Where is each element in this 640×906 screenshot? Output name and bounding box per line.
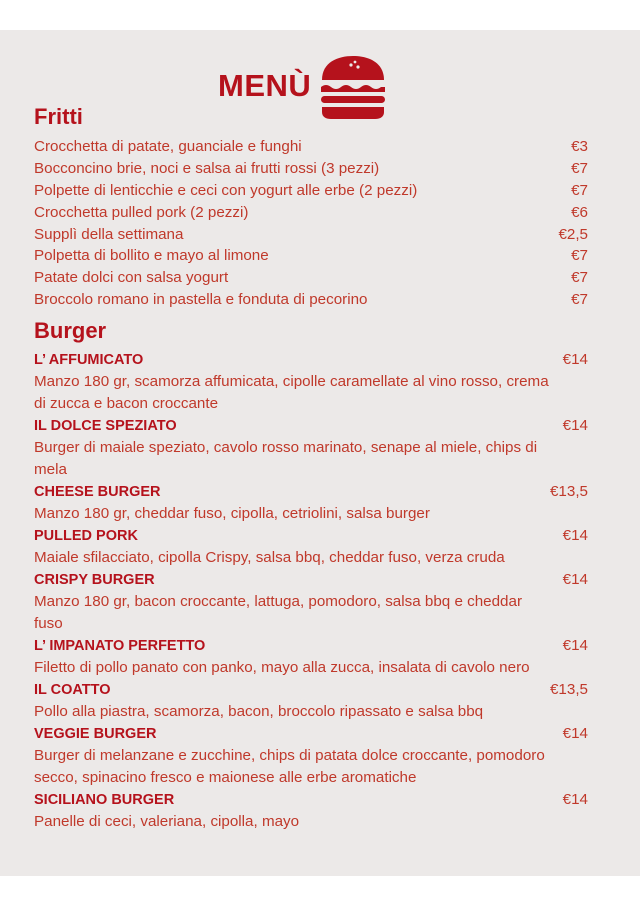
section-title-fritti: Fritti [34, 104, 83, 129]
item-header [34, 569, 590, 591]
item-price: €13,5 [549, 483, 588, 500]
list-item [34, 789, 590, 833]
item-name: L’ AFFUMICATO [34, 352, 144, 368]
fritti-list [34, 136, 590, 311]
item-price: €3 [571, 138, 588, 155]
item-header [34, 789, 590, 811]
item-price: €7 [571, 159, 588, 177]
list-item [34, 679, 590, 723]
list-item [34, 202, 590, 224]
item-name: Polpetta di bollito e mayo al limone [34, 247, 269, 265]
list-item [34, 224, 590, 246]
item-description: Burger di melanzane e zucchine, chips di patata dolce croccante, pomodoro secco, spinacino fresco e maionese alle erbe aromatiche [34, 747, 545, 786]
item-price: €14 [562, 527, 588, 544]
item-name: SICILIANO BURGER [34, 792, 175, 808]
item-name: CRISPY BURGER [34, 572, 155, 588]
list-item [34, 180, 590, 202]
item-name: Broccolo romano in pastella e fonduta di pecorino [34, 291, 368, 309]
list-item [34, 245, 590, 267]
item-name: PULLED PORK [34, 528, 138, 544]
item-name: L’ IMPANATO PERFETTO [34, 638, 206, 654]
item-description: Maiale sfilacciato, cipolla Crispy, salsa bbq, cheddar fuso, verza cruda [34, 549, 505, 566]
menu-title: MENÙ [218, 68, 312, 103]
list-item [34, 569, 590, 635]
item-price: €13,5 [549, 681, 588, 698]
list-item [34, 525, 590, 569]
item-name: Patate dolci con salsa yogurt [34, 269, 229, 287]
item-description: Pollo alla piastra, scamorza, bacon, broccolo ripassato e salsa bbq [34, 703, 484, 720]
item-price: €7 [571, 291, 588, 309]
menu-header [0, 54, 640, 124]
item-price: €2,5 [558, 225, 588, 243]
item-name: IL COATTO [34, 682, 111, 698]
item-header [34, 635, 590, 657]
item-name: Crocchetta pulled pork (2 pezzi) [34, 203, 249, 221]
item-description: Filetto di pollo panato con panko, mayo alla zucca, insalata di cavolo nero [34, 659, 530, 676]
list-item [34, 158, 590, 180]
list-item [34, 136, 590, 158]
item-header [34, 349, 590, 371]
item-price: €14 [562, 725, 588, 742]
item-name: Supplì della settimana [34, 225, 184, 243]
section-title-burger: Burger [34, 318, 107, 343]
item-description: Panelle di ceci, valeriana, cipolla, mayo [34, 813, 300, 830]
item-header [34, 679, 590, 701]
list-item [34, 415, 590, 481]
item-name: Bocconcino brie, noci e salsa ai frutti rossi (3 pezzi) [34, 159, 380, 177]
item-price: €7 [571, 269, 588, 287]
item-price: €14 [562, 637, 588, 654]
item-price: €14 [562, 417, 588, 434]
burger-list [34, 349, 590, 833]
list-item [34, 349, 590, 415]
item-header [34, 723, 590, 745]
item-price: €14 [562, 791, 588, 808]
item-price: €7 [571, 247, 588, 265]
list-item [34, 481, 590, 525]
item-price: €6 [571, 203, 588, 221]
item-name: Crocchetta di patate, guanciale e funghi [34, 138, 302, 155]
item-price: €7 [571, 181, 588, 199]
list-item [34, 289, 590, 311]
item-name: CHEESE BURGER [34, 484, 161, 500]
item-header [34, 525, 590, 547]
item-header [34, 415, 590, 437]
item-price: €14 [562, 351, 588, 368]
item-description: Manzo 180 gr, scamorza affumicata, cipolle caramellate al vino rosso, crema di zucca e bacon croccante [34, 373, 549, 412]
list-item [34, 723, 590, 789]
item-name: IL DOLCE SPEZIATO [34, 418, 177, 434]
list-item [34, 267, 590, 289]
list-item [34, 635, 590, 679]
item-description: Manzo 180 gr, bacon croccante, lattuga, pomodoro, salsa bbq e cheddar fuso [34, 593, 523, 632]
item-name: VEGGIE BURGER [34, 726, 157, 742]
menu-page [0, 30, 640, 876]
item-header [34, 481, 590, 503]
item-price: €14 [562, 571, 588, 588]
burger-icon [318, 54, 388, 120]
item-description: Manzo 180 gr, cheddar fuso, cipolla, cetriolini, salsa burger [34, 505, 430, 522]
item-description: Burger di maiale speziato, cavolo rosso marinato, senape al miele, chips di mela [34, 439, 538, 478]
item-name: Polpette di lenticchie e ceci con yogurt alle erbe (2 pezzi) [34, 181, 418, 199]
